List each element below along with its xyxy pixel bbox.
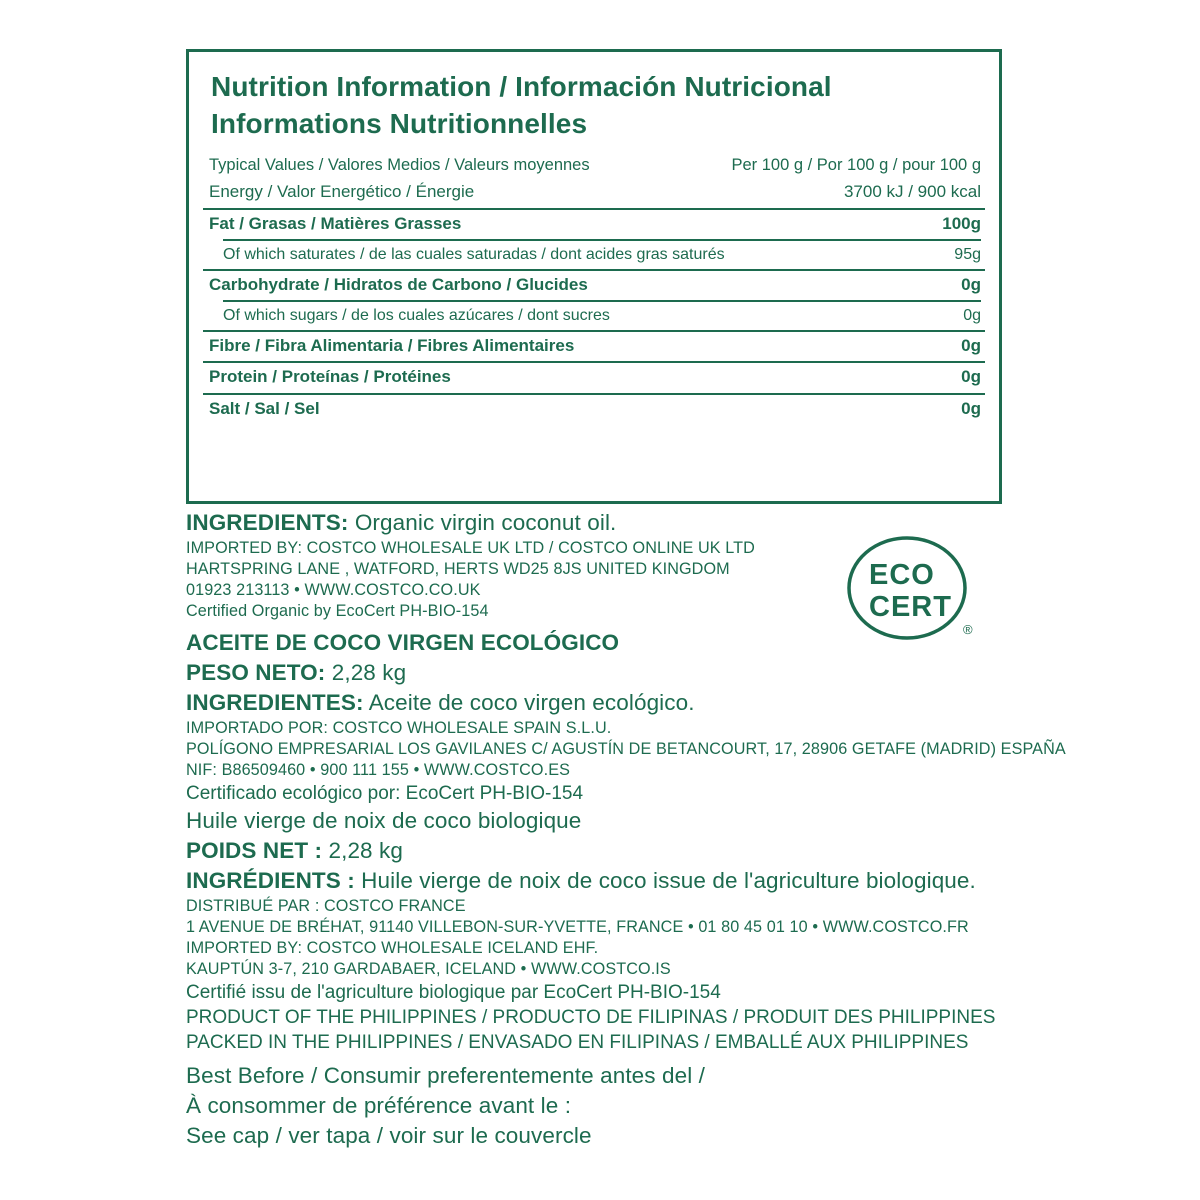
nutrition-title: [189, 52, 999, 142]
importer-uk-line-2: HARTSPRING LANE , WATFORD, HERTS WD25 8JS UNITED KINGDOM: [186, 559, 730, 578]
importer-uk-contact: 01923 213113 • WWW.COSTCO.CO.UK: [186, 581, 481, 600]
table-row-fibre: [189, 332, 999, 361]
ingredients-es-text: Aceite de coco virgen ecológico.: [368, 690, 695, 716]
per-100g-label: Per 100 g / Por 100 g / pour 100 g: [731, 156, 981, 175]
ingredients-en-line: [186, 508, 1086, 538]
product-name-fr: Huile vierge de noix de coco biologique: [186, 808, 582, 834]
certified-organic-es: Certificado ecológico por: EcoCert PH-BIO-154: [186, 783, 584, 805]
importer-uk-line-1: IMPORTED BY: COSTCO WHOLESALE UK LTD / COSTCO ONLINE UK LTD: [186, 538, 755, 557]
distributor-fr-line-2: 1 AVENUE DE BRÉHAT, 91140 VILLEBON-SUR-YVETTE, FRANCE • 01 80 45 01 10 • WWW.COSTCO.FR: [186, 918, 969, 937]
net-weight-es-value: 2,28 kg: [331, 660, 407, 686]
ingredients-en-text: Organic virgin coconut oil.: [354, 510, 617, 535]
row-value: 100g: [942, 213, 981, 233]
nutrition-header-row: [189, 152, 999, 178]
packed-statement: PACKED IN THE PHILIPPINES / ENVASADO EN FILIPINAS / EMBALLÉ AUX PHILIPPINES: [186, 1032, 969, 1054]
row-value: 0g: [961, 274, 981, 294]
table-row-sugars: [189, 302, 999, 330]
row-label: Fibre / Fibra Alimentaria / Fibres Alimentaires: [209, 335, 575, 355]
table-row-carbohydrate: [189, 271, 999, 300]
nutrition-title-line-2: Informations Nutritionnelles: [211, 108, 588, 140]
importer-is-line-1: IMPORTED BY: COSTCO WHOLESALE ICELAND EHF.: [186, 939, 599, 958]
certified-organic-en: Certified Organic by EcoCert PH-BIO-154: [186, 602, 489, 621]
certified-organic-fr: Certifié issu de l'agriculture biologique par EcoCert PH-BIO-154: [186, 982, 721, 1004]
net-weight-es-line: [186, 658, 1086, 688]
importer-es-line-1: IMPORTADO POR: COSTCO WHOLESALE SPAIN S.L.U.: [186, 718, 612, 737]
row-label: Fat / Grasas / Matières Grasses: [209, 213, 462, 233]
importer-is-line-2: KAUPTÚN 3-7, 210 GARDABAER, ICELAND • WWW.COSTCO.IS: [186, 960, 671, 979]
ingredients-en-label: INGREDIENTS:: [186, 510, 349, 535]
net-weight-es-label: PESO NETO:: [186, 660, 326, 686]
table-row-energy: [189, 178, 999, 207]
table-row-salt: [189, 395, 999, 424]
row-value: 0g: [963, 306, 981, 324]
nutrition-title-line-1: Nutrition Information / Información Nutricional: [211, 71, 832, 102]
distributor-fr-line-1: DISTRIBUÉ PAR : COSTCO FRANCE: [186, 896, 466, 915]
ingredients-fr-text: Huile vierge de noix de coco issue de l'agriculture biologique.: [361, 868, 976, 894]
ingredients-fr-line: [186, 866, 1086, 896]
nutrition-information-table: [186, 49, 1002, 504]
product-name-es: ACEITE DE COCO VIRGEN ECOLÓGICO: [186, 630, 620, 656]
importer-es-line-2: POLÍGONO EMPRESARIAL LOS GAVILANES C/ AGUSTÍN DE BETANCOURT, 17, 28906 GETAFE (MADRID) ESPAÑA: [186, 740, 1066, 758]
table-row-saturates: [189, 241, 999, 269]
row-label: Of which saturates / de las cuales saturadas / dont acides gras saturés: [223, 245, 725, 263]
row-value: 0g: [961, 367, 981, 387]
row-value: 0g: [961, 398, 981, 418]
svg-text:CERT: CERT: [869, 591, 952, 623]
best-before-line-2: À consommer de préférence avant le :: [186, 1093, 572, 1119]
product-information-block: [186, 508, 1086, 1151]
svg-text:®: ®: [963, 622, 973, 637]
typical-values-label: Typical Values / Valores Medios / Valeurs moyennes: [209, 156, 590, 175]
svg-text:ECO: ECO: [869, 559, 935, 591]
row-value: 95g: [954, 245, 981, 263]
ingredients-es-line: [186, 688, 1086, 718]
row-label: Energy / Valor Energético / Énergie: [209, 182, 475, 202]
table-row-fat: [189, 210, 999, 239]
net-weight-fr-line: [186, 836, 1086, 866]
best-before-line-3: See cap / ver tapa / voir sur le couvercle: [186, 1123, 592, 1149]
row-label: Protein / Proteínas / Protéines: [209, 367, 451, 387]
ingredients-fr-label: INGRÉDIENTS :: [186, 868, 355, 894]
origin-statement: PRODUCT OF THE PHILIPPINES / PRODUCTO DE FILIPINAS / PRODUIT DES PHILIPPINES: [186, 1007, 996, 1029]
net-weight-fr-label: POIDS NET :: [186, 838, 323, 864]
ingredients-es-label: INGREDIENTES:: [186, 690, 364, 716]
row-label: Carbohydrate / Hidratos de Carbono / Glucides: [209, 274, 588, 294]
table-row-protein: [189, 363, 999, 392]
best-before-line-1: Best Before / Consumir preferentemente antes del /: [186, 1063, 706, 1089]
row-label: Salt / Sal / Sel: [209, 398, 320, 418]
row-value: 0g: [961, 335, 981, 355]
importer-es-contact: NIF: B86509460 • 900 111 155 • WWW.COSTCO.ES: [186, 761, 571, 780]
nutrition-rows: [189, 152, 999, 424]
row-label: Of which sugars / de los cuales azúcares / dont sucres: [223, 306, 610, 324]
row-value: 3700 kJ / 900 kcal: [843, 182, 981, 202]
net-weight-fr-value: 2,28 kg: [328, 838, 403, 864]
